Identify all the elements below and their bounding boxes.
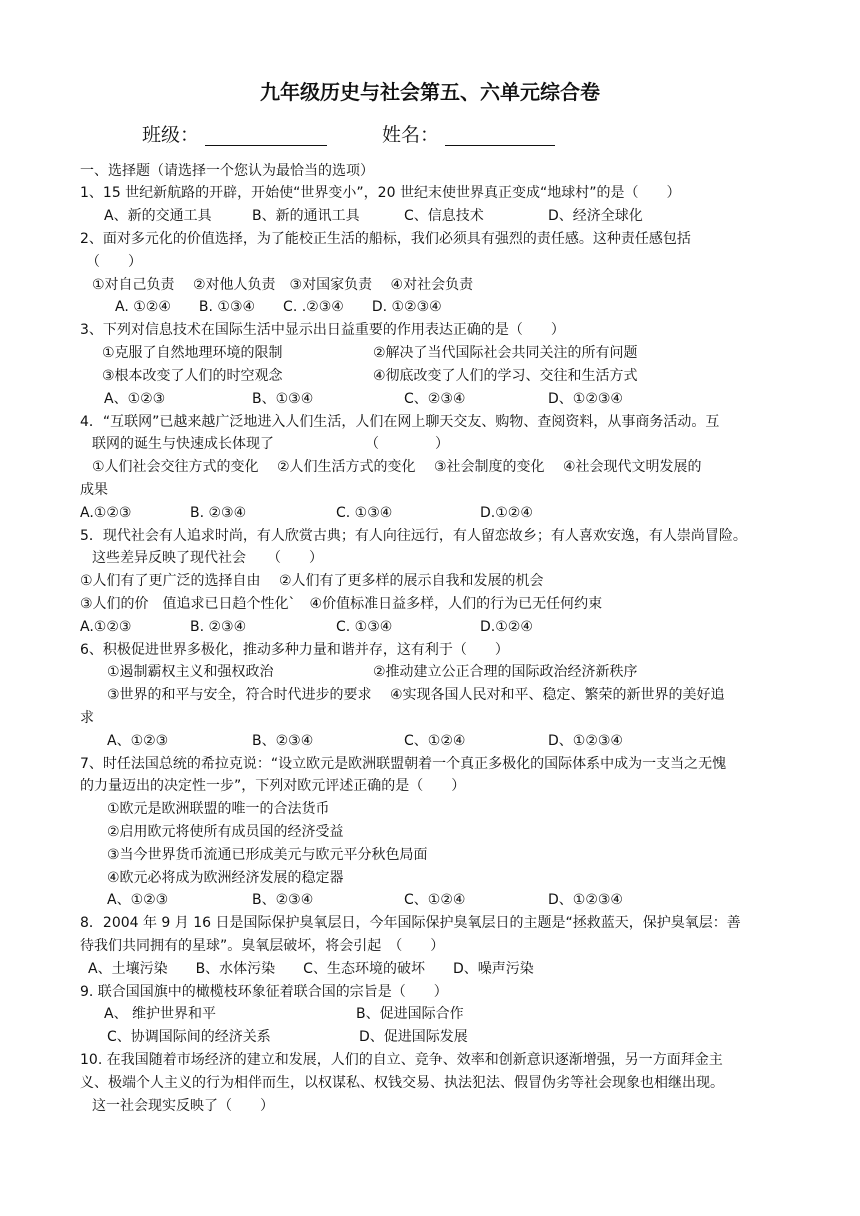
- question-9-option-a: A、 维护世界和平: [104, 1006, 217, 1022]
- question-5-text: 5．现代社会有人追求时尚，有人欣赏古典；有人向往远行，有人留恋故乡；有人喜欢安逸，有人崇尚冒险。: [80, 528, 747, 544]
- question-6-option-a: A、①②③: [107, 733, 169, 749]
- question-7-statement-1: ①欧元是欧洲联盟的唯一的合法货币: [107, 801, 330, 817]
- page-title: 九年级历史与社会第五、六单元综合卷: [260, 80, 600, 104]
- question-6-option-d: D、①②③④: [548, 733, 623, 749]
- question-9-option-b: B、促进国际合作: [356, 1006, 464, 1022]
- question-4-statements: ①人们社会交往方式的变化 ②人们生活方式的变化 ③社会制度的变化 ④社会现代文明发展的: [92, 459, 702, 475]
- question-3-statement-4: ④彻底改变了人们的学习、交往和生活方式: [373, 368, 638, 384]
- question-3-option-c: C、②③④: [404, 391, 466, 407]
- question-3-option-b: B、①③④: [252, 391, 314, 407]
- question-4-text: 4．“互联网”已越来越广泛地进入人们生活，人们在网上聊天交友、购物、查阅资料，从事商务活动。互: [80, 414, 720, 430]
- question-8-options: A、土壤污染 B、水体污染 C、生态环境的破坏 D、噪声污染: [88, 961, 534, 977]
- question-4-option-b: B. ②③④: [190, 505, 247, 521]
- question-7-statement-3: ③当今世界货币流通已形成美元与欧元平分秋色局面: [107, 847, 428, 863]
- question-6-text: 6、积极促进世界多极化，推动多种力量和谐并存，这有利于（ ）: [80, 642, 509, 658]
- question-4-text-cont: 联网的诞生与快速成长体现了 （ ）: [92, 436, 449, 452]
- question-7-option-c: C、①②④: [404, 892, 466, 908]
- class-label: 班级：: [142, 124, 200, 146]
- question-5-statements-2: ③人们的价 值追求已日趋个性化` ④价值标准日益多样，人们的行为已无任何约束: [80, 596, 603, 612]
- question-2-statements: ①对自己负责 ②对他人负责 ③对国家负责 ④对社会负责: [92, 277, 474, 293]
- question-7-option-a: A、①②③: [107, 892, 169, 908]
- question-4-statements-cont: 成果: [80, 482, 108, 498]
- question-10-text-cont-2: 这一社会现实反映了（ ）: [92, 1098, 274, 1114]
- question-7-text-cont: 的力量迈出的决定性一步”，下列对欧元评述正确的是（ ）: [80, 778, 466, 794]
- question-1-option-b: B、新的通讯工具: [252, 208, 360, 224]
- question-6-statements-cont: 求: [80, 710, 94, 726]
- question-4-option-d: D.①②④: [480, 505, 533, 521]
- question-7-statement-4: ④欧元必将成为欧洲经济发展的稳定器: [107, 870, 344, 886]
- question-8-text: 8．2004 年 9 月 16 日是国际保护臭氧层日，今年国际保护臭氧层日的主题是“拯救蓝天，保护臭氧层：善: [80, 915, 741, 931]
- question-9-text: 9. 联合国国旗中的橄榄枝环象征着联合国的宗旨是（ ）: [80, 984, 448, 1000]
- question-2-answer-blank: （ ）: [86, 254, 142, 270]
- question-5-option-c: C. ①③④: [336, 619, 393, 635]
- question-3-statement-3: ③根本改变了人们的时空观念: [102, 368, 283, 384]
- question-4-option-a: A.①②③: [80, 505, 132, 521]
- question-6-option-c: C、①②④: [404, 733, 466, 749]
- question-3-statement-1: ①克服了自然地理环境的限制: [102, 345, 283, 361]
- question-6-statement-2: ②推动建立公正合理的国际政治经济新秩序: [373, 664, 638, 680]
- question-3-option-d: D、①②③④: [548, 391, 623, 407]
- question-2-options: A. ①②④ B. ①③④ C. .②③④ D. ①②③④: [115, 299, 442, 315]
- question-10-text-cont-1: 义、极端个人主义的行为相伴而生，以权谋私、权钱交易、执法犯法、假冒伪劣等社会现象也相继出现。: [80, 1075, 724, 1091]
- question-7-text: 7、时任法国总统的希拉克说：“设立欧元是欧洲联盟朝着一个真正多极化的国际体系中成为一支当之无愧: [80, 756, 727, 772]
- question-4-option-c: C. ①③④: [336, 505, 393, 521]
- question-7-option-b: B、②③④: [252, 892, 314, 908]
- question-1-option-c: C、信息技术: [404, 208, 484, 224]
- question-7-statement-2: ②启用欧元将使所有成员国的经济受益: [107, 824, 344, 840]
- question-1-option-d: D、经济全球化: [548, 208, 643, 224]
- question-5-option-a: A.①②③: [80, 619, 132, 635]
- question-6-option-b: B、②③④: [252, 733, 314, 749]
- question-3-statement-2: ②解决了当代国际社会共同关注的所有问题: [373, 345, 638, 361]
- question-1-text: 1、15 世纪新航路的开辟，开始使“世界变小”，20 世纪末使世界真正变成“地球村”的是（ ）: [80, 185, 681, 201]
- class-blank[interactable]: [205, 145, 327, 146]
- section-heading: 一、选择题（请选择一个您认为最恰当的选项）: [80, 163, 374, 179]
- question-2-text: 2、面对多元化的价值选择，为了能校正生活的船标，我们必须具有强烈的责任感。这种责任感包括: [80, 231, 691, 247]
- question-5-text-cont: 这些差异反映了现代社会 （ ）: [92, 550, 323, 566]
- question-6-statement-1: ①遏制霸权主义和强权政治: [107, 664, 274, 680]
- question-10-text: 10. 在我国随着市场经济的建立和发展，人们的自立、竞争、效率和创新意识逐渐增强，另一方面拜金主: [80, 1052, 723, 1068]
- question-5-option-d: D.①②④: [480, 619, 533, 635]
- question-3-text: 3、下列对信息技术在国际生活中显示出日益重要的作用表达正确的是（ ）: [80, 322, 565, 338]
- question-6-statements-3-4: ③世界的和平与安全，符合时代进步的要求 ④实现各国人民对和平、稳定、繁荣的新世界的美好追: [107, 687, 725, 703]
- name-label: 姓名：: [382, 124, 440, 146]
- question-7-option-d: D、①②③④: [548, 892, 623, 908]
- question-5-option-b: B. ②③④: [190, 619, 247, 635]
- question-9-option-c: C、协调国际间的经济关系: [107, 1029, 271, 1045]
- question-1-option-a: A、新的交通工具: [104, 208, 212, 224]
- question-8-text-cont: 待我们共同拥有的星球”。臭氧层破坏，将会引起 （ ）: [80, 938, 445, 954]
- question-9-option-d: D、促进国际发展: [359, 1029, 468, 1045]
- question-3-option-a: A、①②③: [104, 391, 166, 407]
- question-5-statements-1: ①人们有了更广泛的选择自由 ②人们有了更多样的展示自我和发展的机会: [80, 573, 544, 589]
- name-blank[interactable]: [445, 145, 555, 146]
